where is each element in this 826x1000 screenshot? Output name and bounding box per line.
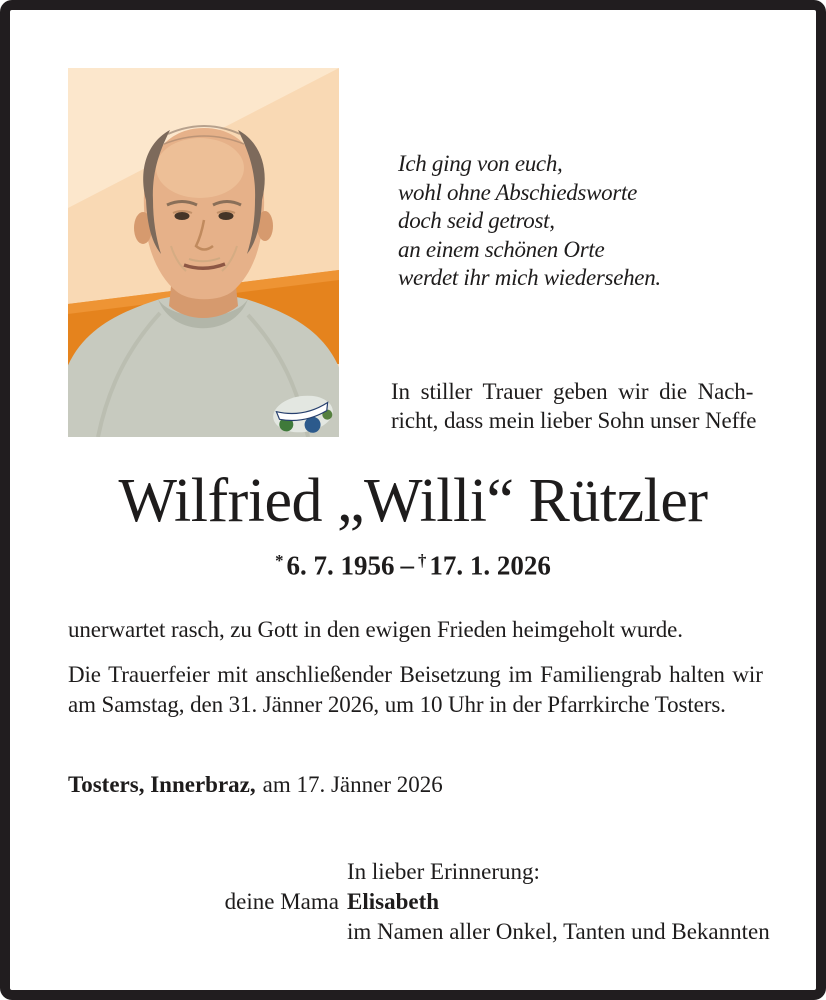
mother-name: Elisabeth <box>347 889 440 914</box>
relation-label: deine Mama <box>224 889 339 914</box>
announcement-intro <box>391 377 764 435</box>
funeral-details-line: am Samstag, den 31. Jänner 2026, um 10 Uhr in der Pfarrkirche Tosters. <box>68 692 726 717</box>
poem-line: werdet ihr mich wiedersehen. <box>398 265 661 290</box>
poem-line: Ich ging von euch, <box>398 151 563 176</box>
death-date: 17. 1. 2026 <box>429 550 551 581</box>
funeral-details-line: Die Trauerfeier mit anschließender Beisetzung im Familiengrab halten wir <box>68 662 763 687</box>
birth-date: 6. 7. 1956 <box>286 550 395 581</box>
funeral-details <box>68 660 763 720</box>
death-cross-symbol: † <box>418 551 427 570</box>
memoriam-title: In lieber Erinnerung: <box>347 859 540 884</box>
poem-line: wohl ohne Abschiedsworte <box>398 179 637 205</box>
life-dates <box>0 546 826 580</box>
place-names: Tosters, Innerbraz, <box>68 772 256 797</box>
farewell-poem <box>398 150 738 293</box>
intro-line: richt, dass mein lieber Sohn unser Neffe <box>391 408 757 433</box>
intro-line: In stiller Trauer geben wir die Nach- <box>391 379 754 404</box>
poem-line: doch seid getrost, <box>398 208 555 233</box>
portrait-photo <box>68 68 339 437</box>
birth-star-symbol: * <box>275 551 284 570</box>
dates-separator: – <box>400 550 414 581</box>
dateline-date: am 17. Jänner 2026 <box>262 772 443 797</box>
announcement-continuation: unerwartet rasch, zu Gott in den ewigen Frieden heimgeholt wurde. <box>68 617 683 642</box>
poem-line: an einem schönen Orte <box>398 236 605 262</box>
memoriam-on-behalf: im Namen aller Onkel, Tanten und Bekannten <box>347 919 770 944</box>
deceased-name: Wilfried „Willi“ Rützler <box>118 467 708 535</box>
place-dateline <box>68 772 443 798</box>
portrait-photo-art <box>68 68 339 437</box>
